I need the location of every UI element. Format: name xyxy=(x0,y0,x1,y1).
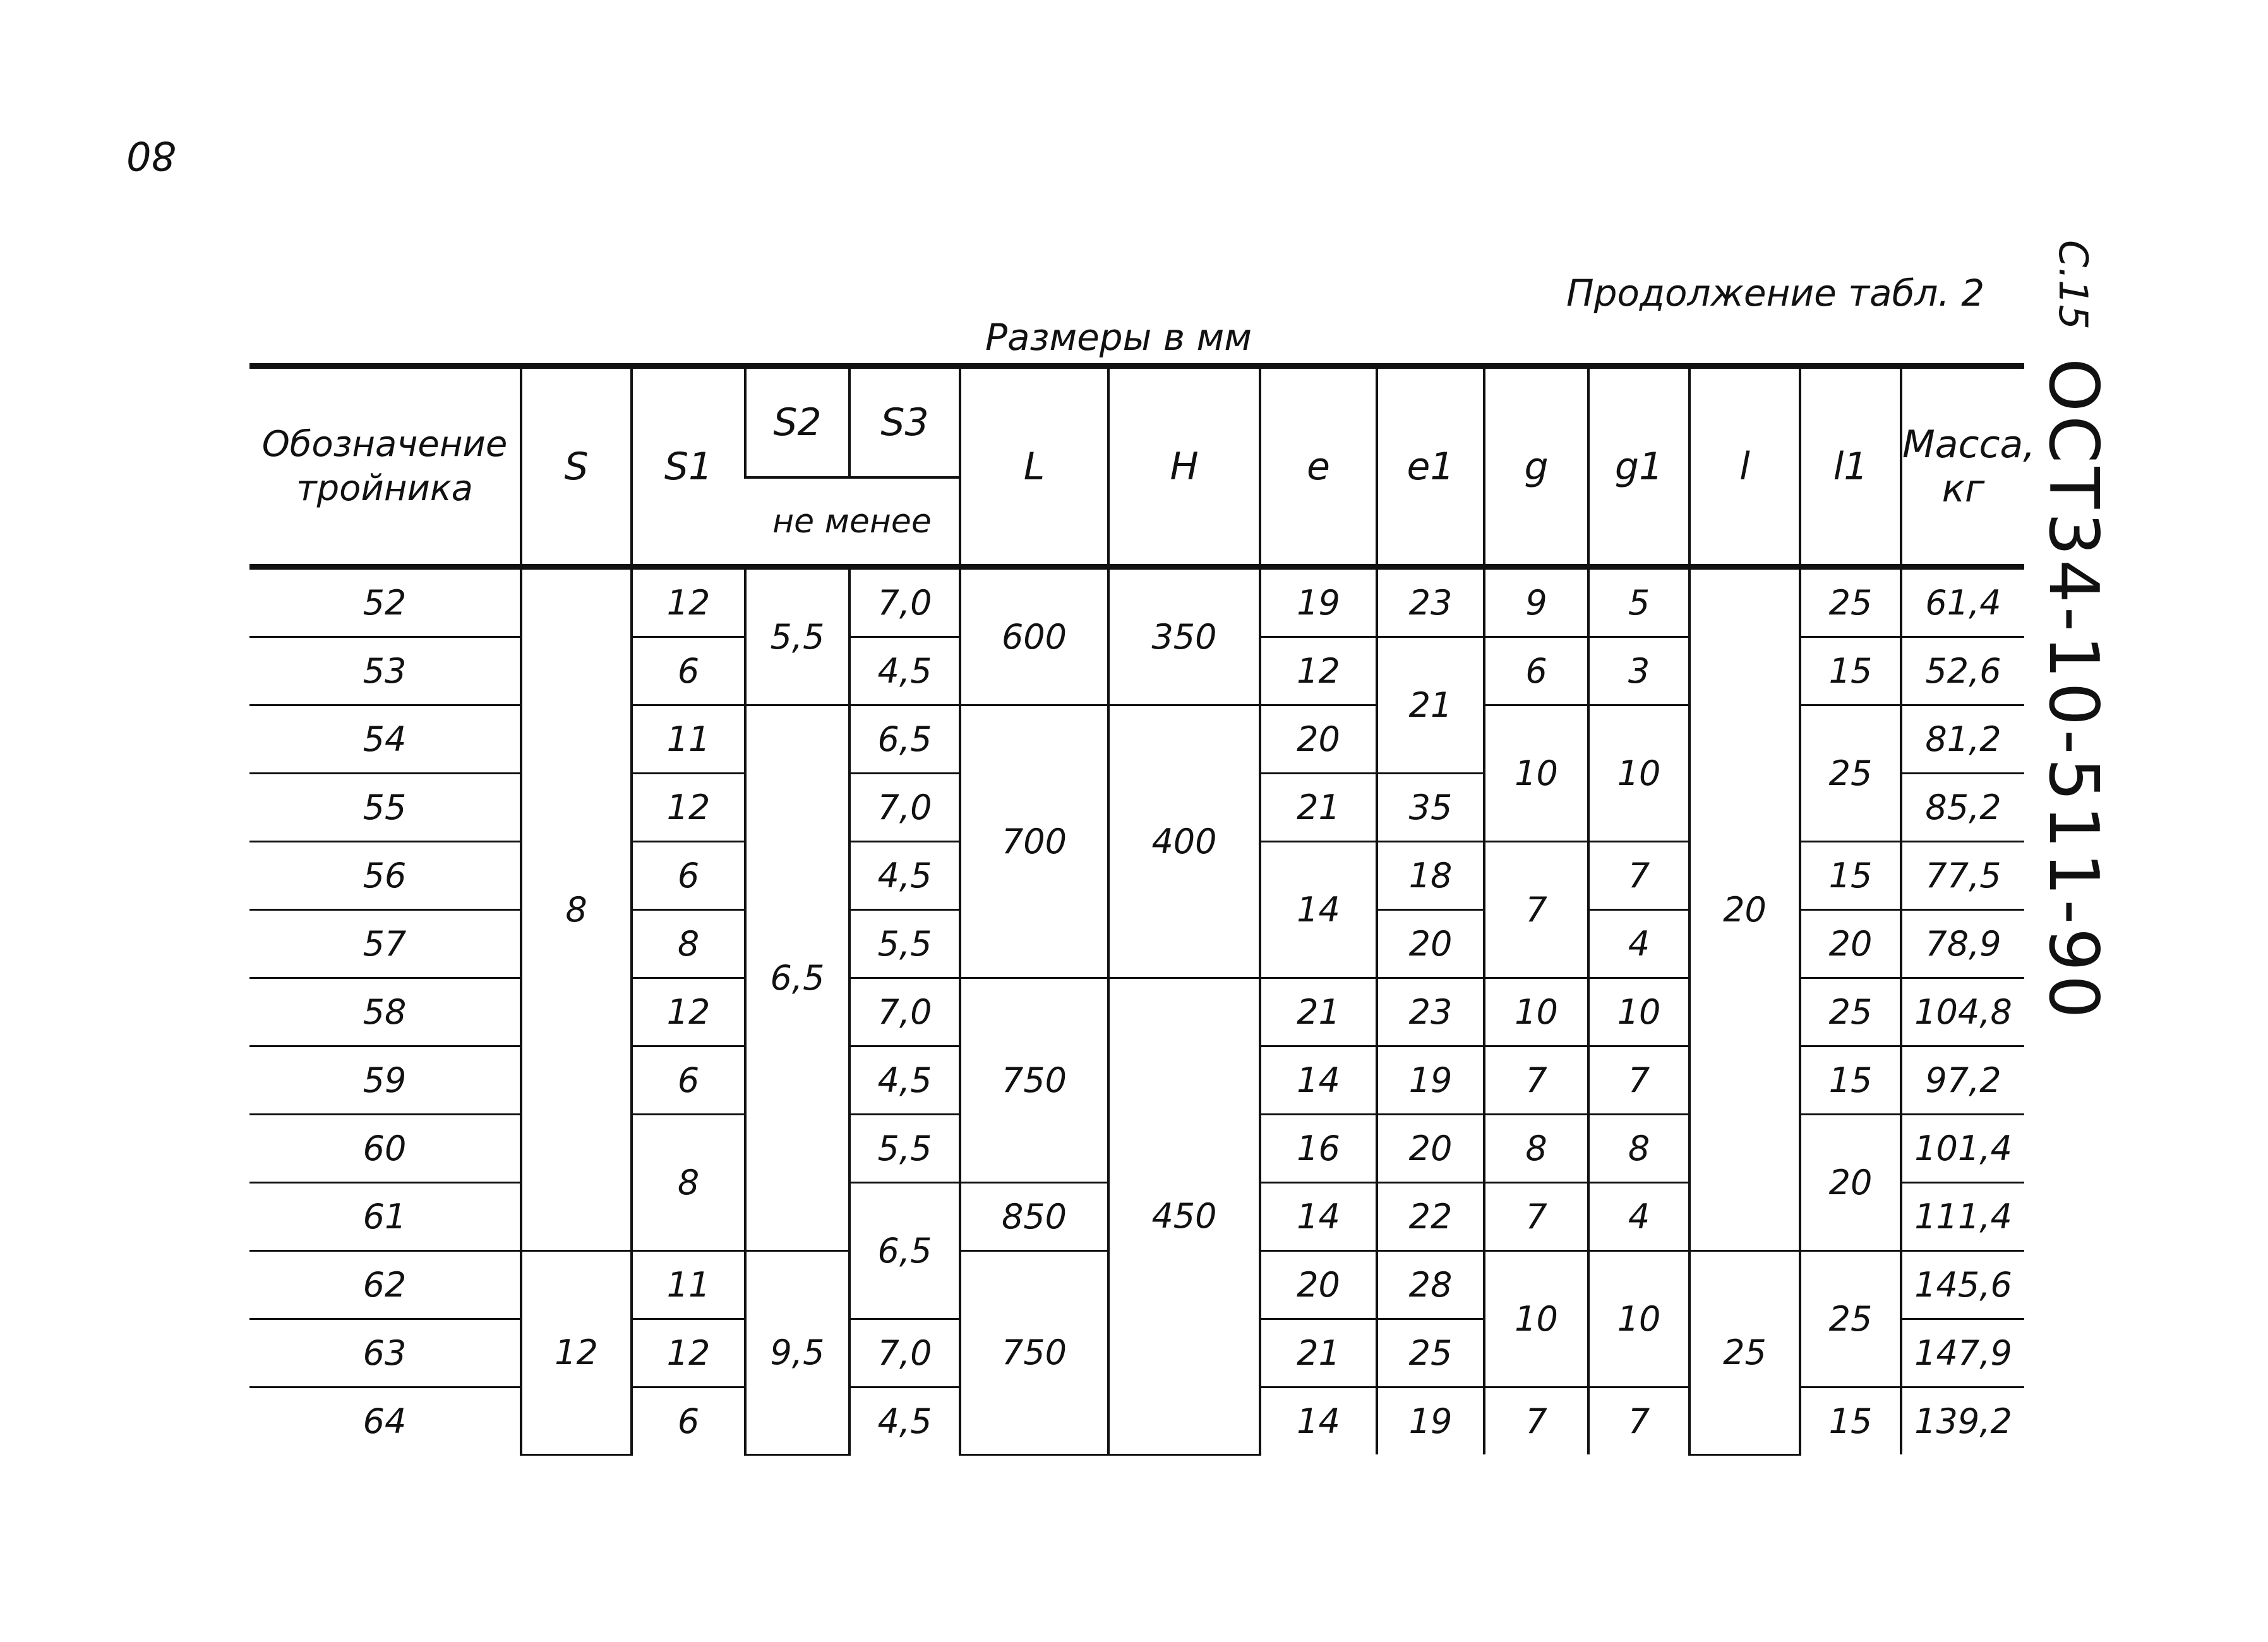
cell-mass: 78,9 xyxy=(1901,910,2024,978)
cell-mass: 85,2 xyxy=(1901,774,2024,842)
cell-mass: 101,4 xyxy=(1901,1115,2024,1183)
cell-s1: 12 xyxy=(632,567,745,637)
cell-mass: 147,9 xyxy=(1901,1319,2024,1387)
cell-s2: 9,5 xyxy=(745,1251,849,1455)
cell-g1: 7 xyxy=(1588,1046,1689,1115)
cell-designation: 60 xyxy=(249,1115,521,1183)
cell-e1: 19 xyxy=(1377,1046,1484,1115)
cell-designation: 55 xyxy=(249,774,521,842)
cell-g: 7 xyxy=(1484,1046,1588,1115)
cell-e: 14 xyxy=(1260,1387,1377,1455)
cell-designation: 62 xyxy=(249,1251,521,1319)
cell-l: 25 xyxy=(1689,1251,1800,1455)
cell-designation: 52 xyxy=(249,567,521,637)
page-number: 80 xyxy=(126,133,176,179)
cell-e1: 18 xyxy=(1377,842,1484,910)
cell-mass: 111,4 xyxy=(1901,1183,2024,1251)
cell-e1: 23 xyxy=(1377,567,1484,637)
cell-g1: 10 xyxy=(1588,705,1689,842)
cell-e: 21 xyxy=(1260,1319,1377,1387)
header-not-less: не менее xyxy=(745,477,960,567)
cell-s1: 11 xyxy=(632,705,745,774)
cell-g: 10 xyxy=(1484,705,1588,842)
cell-l: 750 xyxy=(960,1251,1108,1455)
cell-designation: 63 xyxy=(249,1319,521,1387)
header-l-length: L xyxy=(960,366,1108,567)
cell-l: 20 xyxy=(1689,567,1800,1251)
cell-s1: 11 xyxy=(632,1251,745,1319)
cell-g: 7 xyxy=(1484,1183,1588,1251)
table-body xyxy=(249,567,2024,1455)
cell-g1: 4 xyxy=(1588,1183,1689,1251)
header-l: l xyxy=(1689,366,1800,567)
cell-designation: 59 xyxy=(249,1046,521,1115)
cell-s1: 6 xyxy=(632,1046,745,1115)
cell-l1: 15 xyxy=(1800,1387,1901,1455)
cell-s3: 4,5 xyxy=(849,637,960,705)
cell-designation: 64 xyxy=(363,1401,407,1441)
cell-l1: 25 xyxy=(1800,1251,1901,1387)
cell-e: 14 xyxy=(1260,1183,1377,1251)
cell-e: 19 xyxy=(1260,567,1377,637)
header-e1: e1 xyxy=(1377,366,1484,567)
header-h: H xyxy=(1108,366,1260,567)
cell-e: 16 xyxy=(1260,1115,1377,1183)
cell-mass: 61,4 xyxy=(1901,567,2024,637)
table-header xyxy=(249,366,2036,567)
header-s2: S2 xyxy=(745,366,849,478)
cell-e: 14 xyxy=(1260,1046,1377,1115)
cell-designation: 61 xyxy=(249,1183,521,1251)
cell-mass: 145,6 xyxy=(1901,1251,2024,1319)
cell-g: 10 xyxy=(1484,978,1588,1046)
header-s1: S1 xyxy=(632,366,745,567)
cell-g: 6 xyxy=(1484,637,1588,705)
standard-code xyxy=(2034,240,2113,1022)
header-l1: l1 xyxy=(1800,366,1901,567)
cell-e: 20 xyxy=(1260,705,1377,774)
cell-s2: 6,5 xyxy=(745,705,849,1251)
table-continuation-label: Продолжение табл. 2 xyxy=(1566,272,1985,315)
cell-s2: 5,5 xyxy=(745,567,849,705)
header-g: g xyxy=(1484,366,1588,567)
cell-s1: 8 xyxy=(632,910,745,978)
cell-s1: 8 xyxy=(632,1115,745,1251)
cell-e1: 35 xyxy=(1377,774,1484,842)
cell-l: 750 xyxy=(960,978,1108,1183)
cell-s3: 7,0 xyxy=(849,774,960,842)
cell-h: 350 xyxy=(1108,567,1260,705)
cell-e1: 28 xyxy=(1377,1251,1484,1319)
cell-e: 21 xyxy=(1260,774,1377,842)
cell-designation: 56 xyxy=(249,842,521,910)
cell-s3: 7,0 xyxy=(849,978,960,1046)
cell-s1: 12 xyxy=(632,774,745,842)
cell-designation: 57 xyxy=(249,910,521,978)
cell-l1: 15 xyxy=(1800,637,1901,705)
cell-s3: 7,0 xyxy=(849,567,960,637)
cell-g: 8 xyxy=(1484,1115,1588,1183)
cell-l1: 15 xyxy=(1800,842,1901,910)
cell-g1: 7 xyxy=(1588,842,1689,910)
cell-s3: 4,5 xyxy=(849,842,960,910)
cell-s1: 6 xyxy=(632,842,745,910)
cell-e1: 21 xyxy=(1377,637,1484,774)
cell-g1: 8 xyxy=(1588,1115,1689,1183)
cell-designation: 58 xyxy=(249,978,521,1046)
table-row xyxy=(249,567,2024,637)
cell-mass: 81,2 xyxy=(1901,705,2024,774)
header-mass: Масса, кг xyxy=(1901,366,2024,567)
cell-s1: 6 xyxy=(632,637,745,705)
cell-l1: 20 xyxy=(1800,910,1901,978)
cell-mass: 77,5 xyxy=(1901,842,2024,910)
standard-designation: ОСТ34-10-511-90 xyxy=(2034,358,2113,1022)
cell-g: 9 xyxy=(1484,567,1588,637)
cell-l1: 25 xyxy=(1800,978,1901,1046)
cell-mass: 52,6 xyxy=(1901,637,2024,705)
cell-s3: 7,0 xyxy=(849,1319,960,1387)
cell-l1: 15 xyxy=(1800,1046,1901,1115)
cell-e: 21 xyxy=(1260,978,1377,1046)
cell-s3: 4,5 xyxy=(849,1046,960,1115)
cell-l: 700 xyxy=(960,705,1108,978)
cell-g1: 4 xyxy=(1588,910,1689,978)
cell-l1: 25 xyxy=(1800,705,1901,842)
cell-s3: 6,5 xyxy=(849,705,960,774)
cell-mass: 139,2 xyxy=(1901,1387,2024,1455)
header-e: e xyxy=(1260,366,1377,567)
cell-s1: 12 xyxy=(632,1319,745,1387)
side-page-number: С.15 xyxy=(2050,240,2096,330)
cell-designation: 53 xyxy=(249,637,521,705)
cell-g1: 10 xyxy=(1588,1251,1689,1387)
cell-g1: 7 xyxy=(1588,1387,1689,1455)
cell-e1: 23 xyxy=(1377,978,1484,1046)
cell-g: 7 xyxy=(1484,842,1588,978)
cell-s3: 5,5 xyxy=(849,910,960,978)
cell-e: 14 xyxy=(1260,842,1377,978)
header-g1: g1 xyxy=(1588,366,1689,567)
cell-l1: 20 xyxy=(1800,1115,1901,1251)
cell-l1: 25 xyxy=(1800,567,1901,637)
cell-s: 8 xyxy=(521,567,632,1251)
cell-mass: 104,8 xyxy=(1901,978,2024,1046)
cell-g1: 10 xyxy=(1588,978,1689,1046)
cell-e1: 19 xyxy=(1377,1387,1484,1455)
cell-e: 20 xyxy=(1260,1251,1377,1319)
cell-mass: 97,2 xyxy=(1901,1046,2024,1115)
cell-h: 450 xyxy=(1108,978,1260,1455)
cell-e1: 20 xyxy=(1377,1115,1484,1183)
cell-l: 850 xyxy=(960,1183,1108,1251)
cell-designation: 54 xyxy=(249,705,521,774)
cell-g1: 3 xyxy=(1588,637,1689,705)
units-label: Размеры в мм xyxy=(985,316,1252,359)
cell-e1: 22 xyxy=(1377,1183,1484,1251)
cell-s1: 6 xyxy=(632,1387,745,1455)
cell-s3: 6,5 xyxy=(849,1183,960,1319)
cell-s3: 4,5 xyxy=(849,1387,960,1455)
cell-s3: 5,5 xyxy=(849,1115,960,1183)
header-s3: S3 xyxy=(849,366,960,478)
cell-g: 10 xyxy=(1484,1251,1588,1387)
cell-e1: 25 xyxy=(1377,1319,1484,1387)
header-s: S xyxy=(521,366,632,567)
cell-s: 12 xyxy=(521,1251,632,1455)
header-designation: Обозначение тройника xyxy=(261,423,508,509)
cell-g1: 5 xyxy=(1588,567,1689,637)
cell-s1: 12 xyxy=(632,978,745,1046)
cell-g: 7 xyxy=(1484,1387,1588,1455)
cell-l: 600 xyxy=(960,567,1108,705)
cell-e: 12 xyxy=(1260,637,1377,705)
dimensions-table xyxy=(249,363,2036,1456)
cell-h: 400 xyxy=(1108,705,1260,978)
cell-e1: 20 xyxy=(1377,910,1484,978)
